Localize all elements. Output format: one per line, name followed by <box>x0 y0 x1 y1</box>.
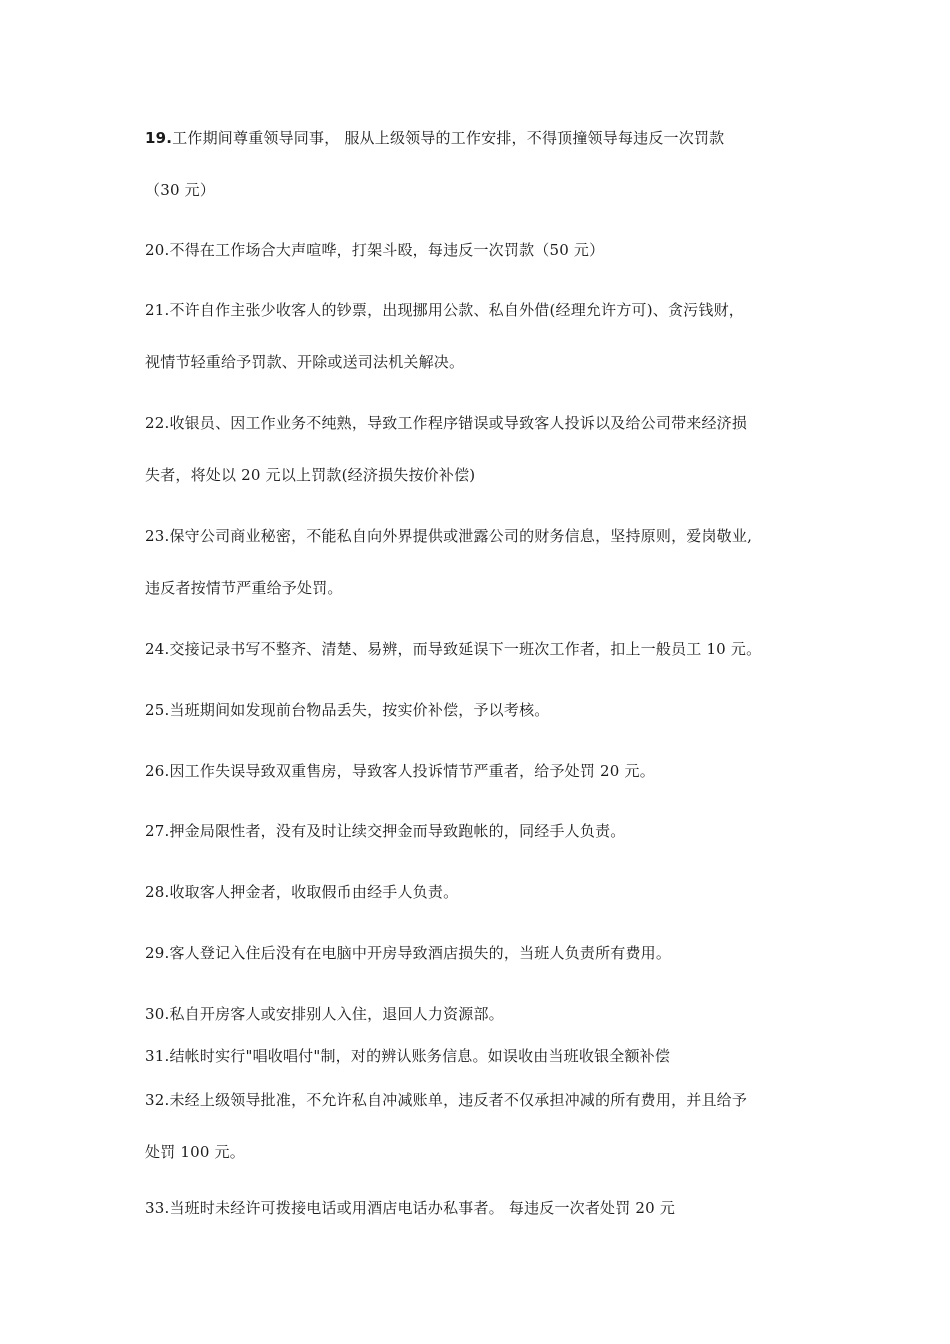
rule-30-number: 30. <box>145 1005 170 1023</box>
rule-22-text: 收银员、因工作业务不纯熟，导致工作程序错误或导致客人投诉以及给公司带来经济损 <box>169 414 748 432</box>
rule-19-text: 工作期间尊重领导同事， 服从上级领导的工作安排，不得顶撞领导每违反一次罚款 <box>172 129 725 147</box>
rule-23-number: 23. <box>145 527 170 545</box>
rule-21-line-2: 视情节轻重给予罚款、开除或送司法机关解决。 <box>145 353 465 371</box>
rule-19-line-1 <box>145 128 724 148</box>
rule-21-line-1 <box>145 300 744 320</box>
rule-25 <box>145 700 549 720</box>
rule-22-line-1 <box>145 413 747 433</box>
rule-24 <box>145 639 761 659</box>
rule-20 <box>145 240 604 260</box>
rule-21-text: 不许自作主张少收客人的钞票，出现挪用公款、私自外借(经理允许方可)、贪污钱财， <box>169 301 744 319</box>
rule-23-line-2: 违反者按情节严重给予处罚。 <box>145 579 343 597</box>
rule-32-line-1 <box>145 1090 747 1110</box>
rule-19-line-2: （30 元） <box>145 181 216 199</box>
rule-22-number: 22. <box>145 414 170 432</box>
rule-33 <box>145 1198 675 1218</box>
rule-27-text: 押金局限性者，没有及时让续交押金而导致跑帐的，同经手人负责。 <box>169 822 626 840</box>
rule-30-text: 私自开房客人或安排别人入住，退回人力资源部。 <box>169 1005 504 1023</box>
rule-26-text: 因工作失误导致双重售房，导致客人投诉情节严重者，给予处罚 20 元。 <box>169 762 655 780</box>
rule-33-number: 33. <box>145 1199 170 1217</box>
rule-19-number: 19. <box>145 129 173 147</box>
rule-24-text: 交接记录书写不整齐、清楚、易辨，而导致延误下一班次工作者，扣上一般员工 10 元。 <box>169 640 762 658</box>
rule-27 <box>145 821 625 841</box>
rule-26 <box>145 761 655 781</box>
rule-33-text: 当班时未经许可拨接电话或用酒店电话办私事者。 每违反一次者处罚 20 元 <box>169 1199 676 1217</box>
rule-20-number: 20. <box>145 241 170 259</box>
rule-28-text: 收取客人押金者，收取假币由经手人负责。 <box>169 883 459 901</box>
rule-32-line-2: 处罚 100 元。 <box>145 1143 245 1161</box>
rule-30 <box>145 1004 504 1024</box>
rule-32-text: 未经上级领导批准，不允许私自冲减账单，违反者不仅承担冲减的所有费用，并且给予 <box>169 1091 748 1109</box>
rule-28-number: 28. <box>145 883 170 901</box>
rule-20-text: 不得在工作场合大声喧哗，打架斗殴，每违反一次罚款（50 元） <box>169 241 605 259</box>
rule-29-text: 客人登记入住后没有在电脑中开房导致酒店损失的，当班人负责所有费用。 <box>169 944 672 962</box>
rule-29-number: 29. <box>145 944 170 962</box>
rule-32-number: 32. <box>145 1091 170 1109</box>
rule-25-text: 当班期间如发现前台物品丢失，按实价补偿，予以考核。 <box>169 701 550 719</box>
rule-23-line-1 <box>145 526 752 546</box>
rule-29 <box>145 943 671 963</box>
rule-27-number: 27. <box>145 822 170 840</box>
rule-28 <box>145 882 458 902</box>
rule-31 <box>145 1046 670 1066</box>
rule-26-number: 26. <box>145 762 170 780</box>
rule-21-number: 21. <box>145 301 170 319</box>
rule-31-text: 结帐时实行"唱收唱付"制，对的辨认账务信息。如误收由当班收银全额补偿 <box>169 1047 671 1065</box>
rule-22-line-2: 失者，将处以 20 元以上罚款(经济损失按价补偿) <box>145 466 476 484</box>
rule-24-number: 24. <box>145 640 170 658</box>
rule-31-number: 31. <box>145 1047 170 1065</box>
rule-23-text: 保守公司商业秘密，不能私自向外界提供或泄露公司的财务信息，坚持原则，爱岗敬业, <box>169 527 753 545</box>
rule-25-number: 25. <box>145 701 170 719</box>
